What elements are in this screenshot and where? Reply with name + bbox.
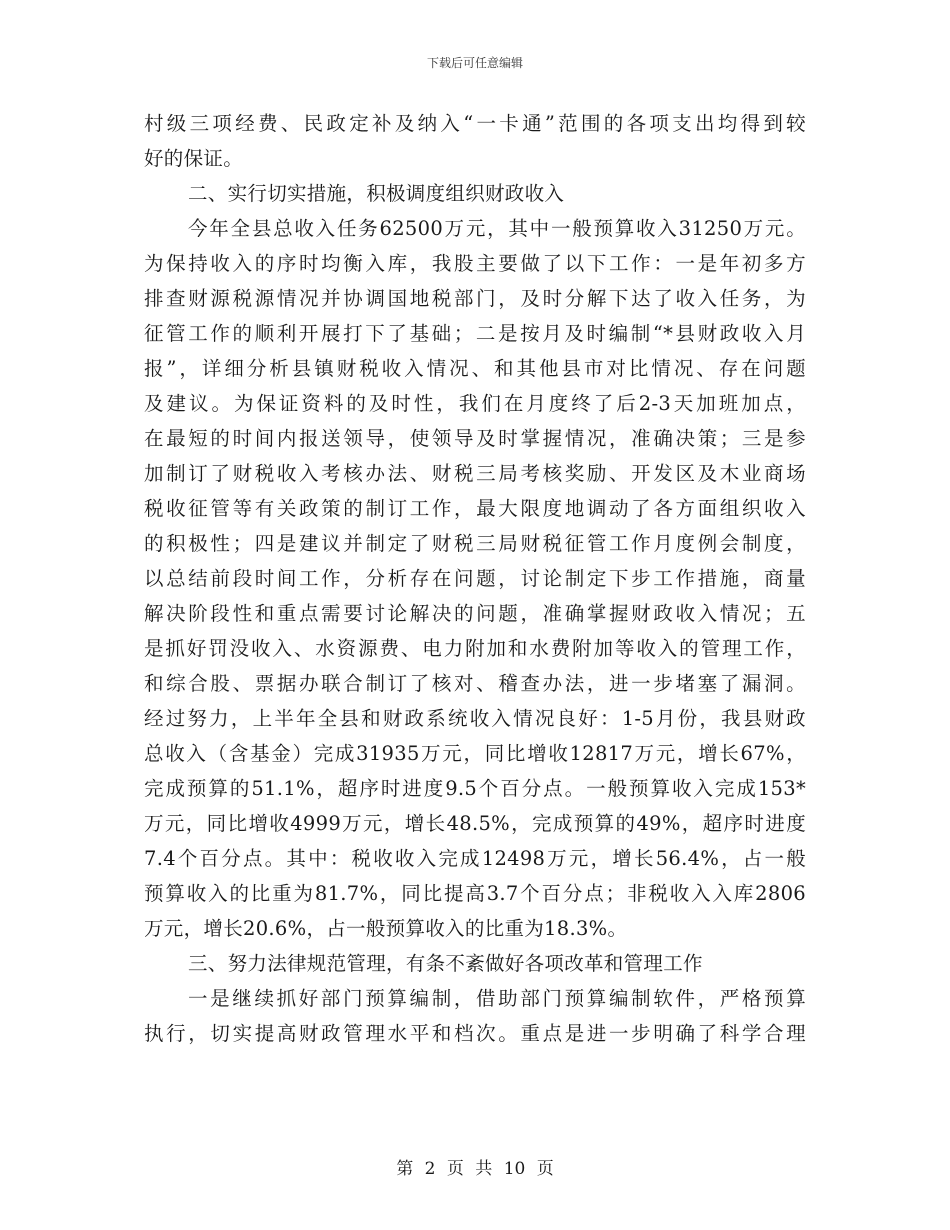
- text-line: 7.4个百分点。其中：税收收入完成12498万元，增长56.4%，占一般: [144, 847, 806, 870]
- page-footer: 第 2 页 共 10 页: [396, 1159, 554, 1179]
- text-line: 村级三项经费、民政定补及纳入“一卡通”范围的各项支出均得到较: [144, 112, 806, 135]
- text-line: 总收入（含基金）完成31935万元，同比增收12817万元，增长67%，: [144, 742, 806, 765]
- text-line: 执行，切实提高财政管理水平和档次。重点是进一步明确了科学合理: [144, 1022, 806, 1045]
- text-line: 预算收入的比重为81.7%，同比提高3.7个百分点；非税收入入库2806: [144, 882, 806, 905]
- text-line: 征管工作的顺利开展打下了基础；二是按月及时编制“*县财政收入月: [144, 322, 806, 345]
- text-line: 万元，增长20.6%，占一般预算收入的比重为18.3%。: [144, 917, 628, 940]
- text-line: 为保持收入的序时均衡入库，我股主要做了以下工作：一是年初多方: [144, 252, 806, 275]
- text-line: 一是继续抓好部门预算编制，借助部门预算编制软件，严格预算: [188, 987, 806, 1010]
- text-line: 万元，同比增收4999万元，增长48.5%，完成预算的49%，超序时进度: [144, 812, 806, 835]
- text-line: 今年全县总收入任务62500万元，其中一般预算收入31250万元。: [188, 217, 806, 240]
- text-line: 经过努力，上半年全县和财政系统收入情况良好：1-5月份，我县财政: [144, 707, 806, 730]
- text-line: 好的保证。: [144, 147, 244, 170]
- text-line: 税收征管等有关政策的制订工作，最大限度地调动了各方面组织收入: [144, 497, 806, 520]
- text-line: 在最短的时间内报送领导，使领导及时掌握情况，准确决策；三是参: [144, 427, 806, 450]
- text-line: 排查财源税源情况并协调国地税部门，及时分解下达了收入任务，为: [144, 287, 806, 310]
- text-line: 报”，详细分析县镇财税收入情况、和其他县市对比情况、存在问题: [144, 357, 806, 380]
- text-line: 的积极性；四是建议并制定了财税三局财税征管工作月度例会制度，: [144, 532, 806, 555]
- page-header: 下载后可任意编辑: [426, 56, 523, 70]
- text-line: 是抓好罚没收入、水资源费、电力附加和水费附加等收入的管理工作，: [144, 637, 806, 660]
- text-line: 解决阶段性和重点需要讨论解决的问题，准确掌握财政收入情况；五: [144, 602, 806, 625]
- text-line: 三、努力法律规范管理，有条不紊做好各项改革和管理工作: [188, 952, 703, 975]
- text-line: 完成预算的51.1%，超序时进度9.5个百分点。一般预算收入完成153*: [144, 777, 806, 800]
- text-line: 及建议。为保证资料的及时性，我们在月度终了后2-3天加班加点，: [144, 392, 806, 415]
- text-line: 二、实行切实措施，积极调度组织财政收入: [188, 182, 565, 205]
- text-line: 和综合股、票据办联合制订了核对、稽查办法，进一步堵塞了漏洞。: [144, 672, 806, 695]
- text-line: 以总结前段时间工作，分析存在问题，讨论制定下步工作措施，商量: [144, 567, 806, 590]
- body-text: [144, 106, 806, 1051]
- text-line: 加制订了财税收入考核办法、财税三局考核奖励、开发区及木业商场: [144, 462, 806, 485]
